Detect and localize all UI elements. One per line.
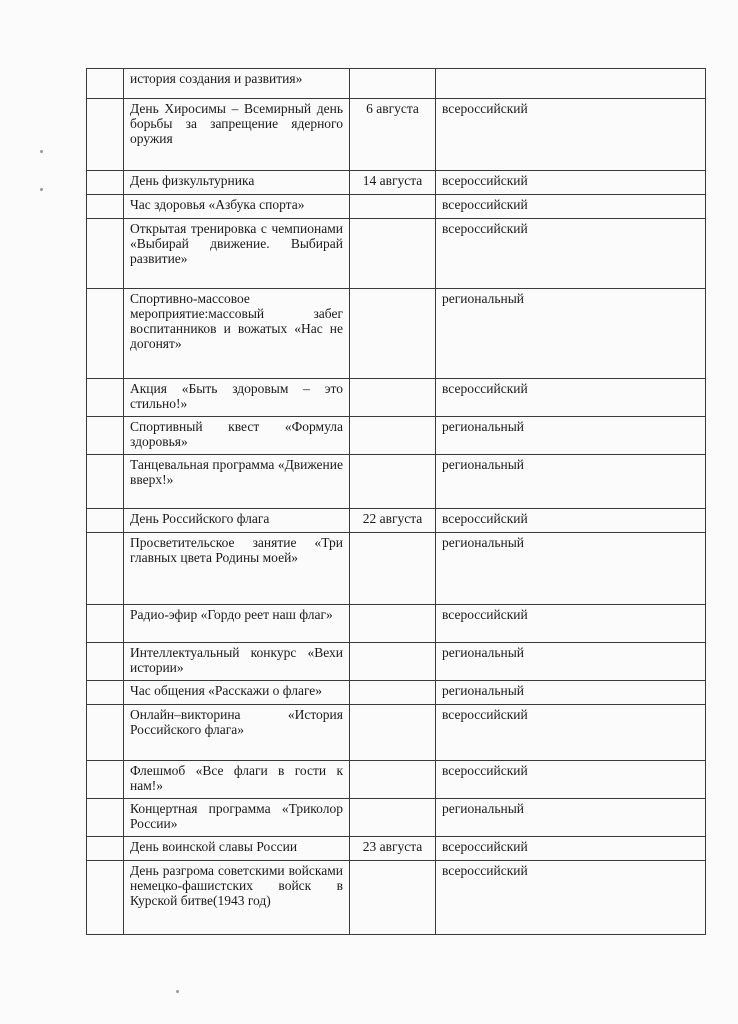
event-level-cell: региональный — [436, 533, 706, 605]
table-row — [87, 69, 706, 99]
scan-speck — [40, 188, 43, 191]
table-row — [87, 799, 706, 837]
row-number-cell — [87, 643, 124, 681]
event-name-cell: Час общения «Расскажи о флаге» — [124, 681, 350, 705]
table-row — [87, 605, 706, 643]
events-table — [86, 68, 706, 935]
event-name-cell: Интеллектуальный конкурс «Вехи истории» — [124, 643, 350, 681]
row-number-cell — [87, 799, 124, 837]
event-name-cell: Просветительское занятие «Три главных цвета Родины моей» — [124, 533, 350, 605]
event-level-cell: всероссийский — [436, 219, 706, 289]
table-row — [87, 379, 706, 417]
event-name-cell: Спортивный квест «Формула здоровья» — [124, 417, 350, 455]
table-row — [87, 289, 706, 379]
row-number-cell — [87, 379, 124, 417]
row-number-cell — [87, 455, 124, 509]
event-name-cell: День воинской славы России — [124, 837, 350, 861]
event-name-cell: Спортивно-массовое мероприятие:массовый забег воспитанников и вожатых «Нас не догонят» — [124, 289, 350, 379]
event-level-cell: региональный — [436, 799, 706, 837]
event-level-cell: региональный — [436, 455, 706, 509]
event-level-cell: всероссийский — [436, 195, 706, 219]
table-row — [87, 219, 706, 289]
event-date-cell — [350, 705, 436, 761]
table-row — [87, 171, 706, 195]
table-row — [87, 509, 706, 533]
event-name-cell: Радио-эфир «Гордо реет наш флаг» — [124, 605, 350, 643]
event-level-cell: всероссийский — [436, 509, 706, 533]
table-row — [87, 99, 706, 171]
row-number-cell — [87, 195, 124, 219]
event-level-cell: региональный — [436, 681, 706, 705]
event-level-cell: региональный — [436, 289, 706, 379]
table-row — [87, 705, 706, 761]
table-row — [87, 417, 706, 455]
event-name-cell: Акция «Быть здоровым – это стильно!» — [124, 379, 350, 417]
row-number-cell — [87, 605, 124, 643]
events-table-body — [87, 69, 706, 935]
row-number-cell — [87, 417, 124, 455]
event-level-cell: всероссийский — [436, 705, 706, 761]
event-date-cell: 14 августа — [350, 171, 436, 195]
event-level-cell: всероссийский — [436, 171, 706, 195]
event-date-cell — [350, 605, 436, 643]
event-date-cell — [350, 861, 436, 935]
row-number-cell — [87, 761, 124, 799]
event-name-cell: Онлайн–викторина «История Российского флага» — [124, 705, 350, 761]
table-row — [87, 681, 706, 705]
table-row — [87, 455, 706, 509]
row-number-cell — [87, 219, 124, 289]
event-level-cell: региональный — [436, 417, 706, 455]
event-level-cell: всероссийский — [436, 605, 706, 643]
event-level-cell: всероссийский — [436, 837, 706, 861]
event-level-cell: всероссийский — [436, 99, 706, 171]
table-row — [87, 861, 706, 935]
scan-speck — [40, 150, 43, 153]
row-number-cell — [87, 681, 124, 705]
event-name-cell: День Российского флага — [124, 509, 350, 533]
event-date-cell — [350, 455, 436, 509]
row-number-cell — [87, 69, 124, 99]
event-date-cell — [350, 681, 436, 705]
event-date-cell — [350, 195, 436, 219]
event-name-cell: Флешмоб «Все флаги в гости к нам!» — [124, 761, 350, 799]
event-name-cell: День физкультурника — [124, 171, 350, 195]
scan-speck — [176, 990, 179, 993]
event-date-cell — [350, 533, 436, 605]
event-date-cell — [350, 219, 436, 289]
row-number-cell — [87, 171, 124, 195]
event-name-cell: Открытая тренировка с чемпионами «Выбирай движение. Выбирай развитие» — [124, 219, 350, 289]
event-level-cell — [436, 69, 706, 99]
event-name-cell: День Хиросимы – Всемирный день борьбы за запрещение ядерного оружия — [124, 99, 350, 171]
row-number-cell — [87, 861, 124, 935]
row-number-cell — [87, 705, 124, 761]
table-row — [87, 643, 706, 681]
row-number-cell — [87, 99, 124, 171]
event-date-cell — [350, 761, 436, 799]
event-name-cell: Концертная программа «Триколор России» — [124, 799, 350, 837]
row-number-cell — [87, 509, 124, 533]
event-date-cell — [350, 417, 436, 455]
event-date-cell — [350, 289, 436, 379]
event-date-cell — [350, 799, 436, 837]
event-name-cell: история создания и развития» — [124, 69, 350, 99]
event-level-cell: всероссийский — [436, 379, 706, 417]
row-number-cell — [87, 533, 124, 605]
event-date-cell — [350, 69, 436, 99]
event-level-cell: всероссийский — [436, 761, 706, 799]
event-date-cell: 22 августа — [350, 509, 436, 533]
event-date-cell: 6 августа — [350, 99, 436, 171]
row-number-cell — [87, 837, 124, 861]
event-name-cell: Час здоровья «Азбука спорта» — [124, 195, 350, 219]
event-level-cell: региональный — [436, 643, 706, 681]
table-row — [87, 533, 706, 605]
table-row — [87, 761, 706, 799]
event-name-cell: День разгрома советскими войсками немецко-фашистских войск в Курской битве(1943 год) — [124, 861, 350, 935]
table-row — [87, 195, 706, 219]
row-number-cell — [87, 289, 124, 379]
event-name-cell: Танцевальная программа «Движение вверх!» — [124, 455, 350, 509]
event-date-cell: 23 августа — [350, 837, 436, 861]
table-row — [87, 837, 706, 861]
event-date-cell — [350, 643, 436, 681]
event-date-cell — [350, 379, 436, 417]
event-level-cell: всероссийский — [436, 861, 706, 935]
